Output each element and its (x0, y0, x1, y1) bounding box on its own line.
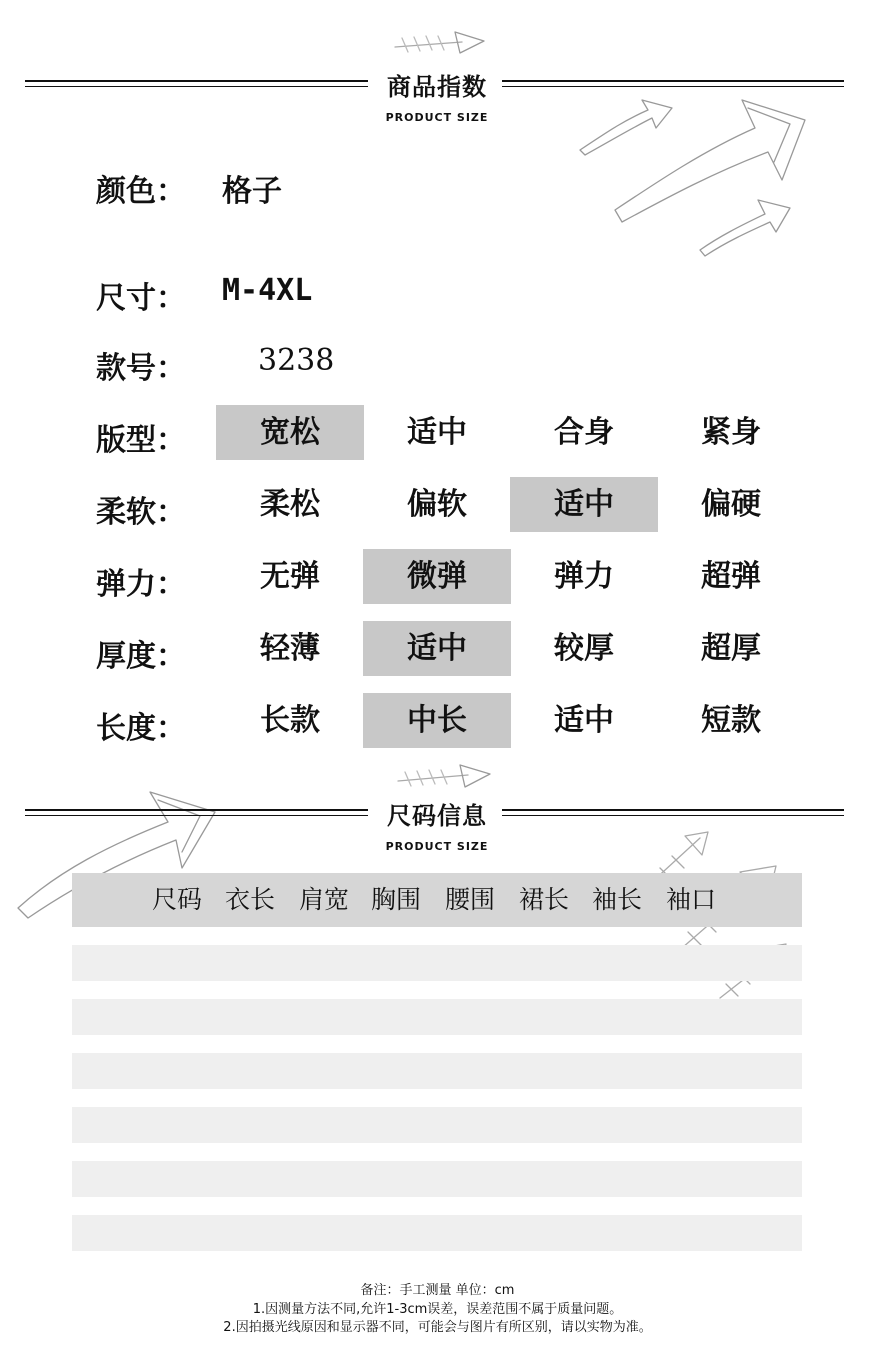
size-table-column-header: 袖口 (666, 885, 717, 914)
table-row (72, 1107, 802, 1143)
attribute-option: 合身 (554, 415, 614, 450)
attribute-label: 弹力： (96, 567, 186, 602)
size-value: M-4XL (222, 273, 313, 308)
attribute-option: 柔松 (260, 487, 320, 522)
attribute-option: 超弹 (701, 559, 761, 594)
arrow-icon (398, 765, 490, 787)
size-label: 尺寸： (96, 281, 186, 316)
attribute-option-selected: 适中 (510, 477, 658, 532)
arrow-icon (700, 200, 790, 256)
attribute-option: 偏软 (407, 487, 467, 522)
style-number-value: 3238 (258, 343, 335, 378)
attribute-option: 适中 (554, 703, 614, 738)
header-rule (25, 86, 368, 87)
color-label: 颜色： (96, 174, 186, 209)
table-row (72, 1053, 802, 1089)
attribute-option-selected: 宽松 (216, 405, 364, 460)
header-rule (502, 80, 844, 82)
note-unit: 备注：手工测量 单位：cm (360, 1283, 515, 1298)
size-table-header (72, 873, 802, 927)
header-rule (502, 809, 844, 811)
attribute-option: 无弹 (260, 559, 320, 594)
table-row (72, 945, 802, 981)
size-table-column-header: 尺码 (152, 885, 203, 914)
note-line-2: 2.因拍摄光线原因和显示器不同，可能会与图片有所区别，请以实物为准。 (223, 1320, 652, 1335)
size-table-column-header: 胸围 (371, 885, 422, 914)
attribute-option-selected: 中长 (363, 693, 511, 748)
header-rule (25, 80, 368, 82)
attribute-option: 长款 (260, 703, 320, 738)
header-rule (502, 815, 844, 816)
section-subtitle: PRODUCT SIZE (385, 840, 489, 853)
table-row (72, 999, 802, 1035)
attribute-option-selected: 微弹 (363, 549, 511, 604)
size-table-column-header: 裙长 (519, 885, 570, 914)
style-number-label: 款号： (96, 351, 186, 386)
attribute-option: 短款 (701, 703, 761, 738)
color-value: 格子 (222, 174, 282, 209)
section-title: 商品指数 (387, 73, 487, 101)
attribute-option: 超厚 (701, 631, 761, 666)
section-title: 尺码信息 (387, 802, 487, 830)
attribute-option: 紧身 (701, 415, 761, 450)
section-subtitle: PRODUCT SIZE (385, 111, 489, 124)
attribute-option: 较厚 (554, 631, 614, 666)
size-table-column-header: 袖长 (592, 885, 643, 914)
attribute-option: 偏硬 (701, 487, 761, 522)
table-row (72, 1215, 802, 1251)
header-rule (25, 815, 368, 816)
attribute-option: 轻薄 (260, 631, 320, 666)
attribute-label: 柔软： (96, 495, 186, 530)
attribute-option: 弹力 (554, 559, 614, 594)
attribute-label: 长度： (96, 711, 186, 746)
arrow-icon (395, 32, 484, 53)
attribute-label: 版型： (96, 423, 186, 458)
arrow-icon (615, 100, 805, 222)
size-table-column-header: 肩宽 (299, 885, 350, 914)
size-table-column-header: 腰围 (445, 885, 496, 914)
table-row (72, 1161, 802, 1197)
attribute-label: 厚度： (96, 639, 186, 674)
arrow-icon (580, 100, 672, 155)
attribute-option-selected: 适中 (363, 621, 511, 676)
header-rule (25, 809, 368, 811)
attribute-option: 适中 (407, 415, 467, 450)
note-line-1: 1.因测量方法不同,允许1-3cm误差，误差范围不属于质量问题。 (252, 1302, 623, 1317)
size-table-column-header: 衣长 (225, 885, 276, 914)
header-rule (502, 86, 844, 87)
